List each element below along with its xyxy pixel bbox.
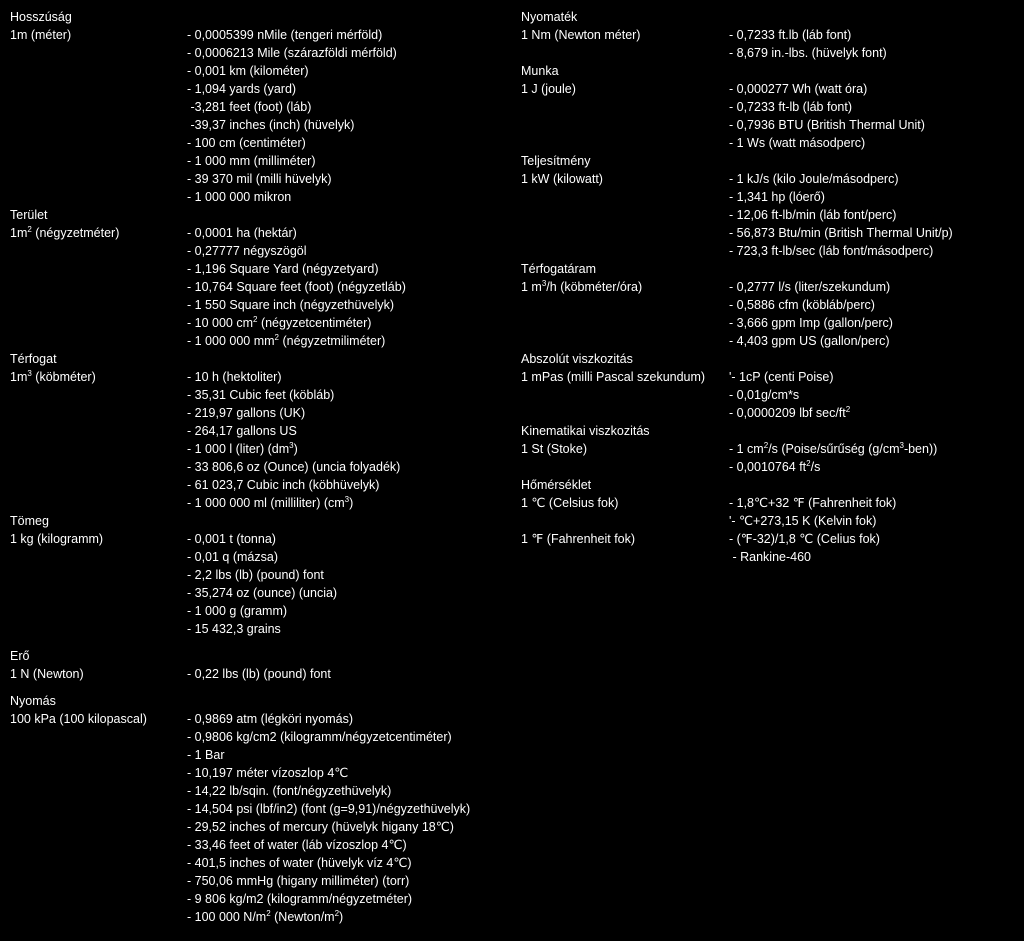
conversion-value: - Rankine-460 [729,550,811,564]
conversion-row [10,836,510,854]
conversion-row [521,44,1021,62]
conversion-row [521,26,1021,44]
conversion-row [521,332,1021,350]
unit-label [10,44,187,62]
unit-label [10,620,187,638]
section-title: Kinematikai viszkozitás [521,424,650,438]
conversion-row [10,332,510,350]
unit-label [521,458,729,476]
conversion-value: - 1 000 000 ml (milliliter) $(cm^3)$ [187,494,354,510]
conversion-row [10,548,510,566]
conversion-value: - 0,5886 cfm (köbláb/perc) [729,298,875,312]
unit-label [10,584,187,602]
conversion-row [10,98,510,116]
unit-label [10,764,187,782]
conversion-value: - 0,01g/cm*s [729,388,800,402]
conversion-value: - 3,666 gpm Imp (gallon/perc) [729,316,893,330]
conversion-row [521,530,1021,548]
conversion-value: - 61 023,7 Cubic inch (köbhüvelyk) [187,478,380,492]
unit-label: 1 ℃ (Celsius fok) [521,496,619,510]
conversion-row [521,512,1021,530]
conversion-value: - 35,274 oz (ounce) (uncia) [187,586,338,600]
conversion-value: - 10,764 Square feet (foot) (négyzetláb) [187,280,406,294]
conversion-row [10,26,510,44]
section-title: Munka [521,64,559,78]
conversion-value: - 1 kJ/s (kilo Joule/másodperc) [729,172,899,186]
conversion-value: - 0,22 lbs (lb) (pound) font [187,667,331,681]
conversion-row [10,134,510,152]
unit-label [10,458,187,476]
unit-label: 1m (méter) [10,28,72,42]
conversion-value: - 9 806 kg/m2 (kilogramm/négyzetméter) [187,892,413,906]
conversion-value: - 723,3 ft-lb/sec (láb font/másodperc) [729,244,934,258]
unit-label: $1m^2$ (négyzetméter) [10,224,120,240]
conversion-row [521,296,1021,314]
conversion-row [10,746,510,764]
conversion-value: - 750,06 mmHg (higany milliméter) (torr) [187,874,410,888]
unit-label [521,188,729,206]
unit-label [10,908,187,926]
conversion-row [10,368,510,386]
conversion-value: - 15 432,3 grains [187,622,281,636]
conversion-row [10,494,510,512]
conversion-value: - 12,06 ft-lb/min (láb font/perc) [729,208,897,222]
section-title: Nyomaték [521,10,578,24]
conversion-row [10,620,510,638]
section-5 [521,350,1021,422]
unit-label [521,116,729,134]
section-2 [10,206,510,350]
conversion-value: - 0,0006213 Mile (szárazföldi mérföld) [187,46,397,60]
conversion-row [10,44,510,62]
unit-label [521,44,729,62]
section-4 [10,512,510,638]
conversion-value: - 1 000 000 $mm^2$ (négyzetmiliméter) [187,332,386,348]
unit-label: 1 kg (kilogramm) [10,532,104,546]
unit-label [521,242,729,260]
conversion-row [10,260,510,278]
conversion-value: - 0,7233 ft.lb (láb font) [729,28,852,42]
unit-label [521,386,729,404]
unit-label [10,278,187,296]
conversion-row [10,188,510,206]
unit-label [10,62,187,80]
unit-label [10,188,187,206]
unit-label [10,296,187,314]
section-title: Erő [10,649,30,663]
conversion-value: - 14,504 psi (lbf/in2) (font (g=9,91)/négyzethüvelyk) [187,802,471,816]
conversion-row [10,710,510,728]
section-3 [10,350,510,512]
section-1 [521,8,1021,62]
unit-label [10,260,187,278]
conversion-row [10,62,510,80]
unit-label: $1m^3$ (köbméter) [10,368,96,384]
conversion-value: - 0,000277 Wh (watt óra) [729,82,868,96]
conversion-row [521,188,1021,206]
conversion-value: - 10 h (hektoliter) [187,370,282,384]
unit-label [10,872,187,890]
unit-label [521,206,729,224]
conversion-value: - 29,52 inches of mercury (hüvelyk higany 18℃) [187,820,454,834]
section-7 [521,476,1021,566]
conversion-row [10,152,510,170]
section-title: Tömeg [10,514,49,528]
conversion-row [10,296,510,314]
conversion-value: - 0,27777 négyszögöl [187,244,307,258]
conversion-value: - 8,679 in.-lbs. (hüvelyk font) [729,46,887,60]
section-title: Terület [10,208,48,222]
conversion-value: - 1,196 Square Yard (négyzetyard) [187,262,379,276]
unit-label [521,512,729,530]
conversion-value: - 0,01 q (mázsa) [187,550,279,564]
unit-label [521,314,729,332]
unit-label [10,422,187,440]
conversion-value: - 0,7936 BTU (British Thermal Unit) [729,118,925,132]
conversion-row [10,566,510,584]
section-3 [521,152,1021,260]
conversion-row [521,440,1021,458]
conversion-value: - 1 000 l (liter) $(dm^3)$ [187,440,298,456]
conversion-row [521,386,1021,404]
conversion-row [521,404,1021,422]
unit-label: 1 kW (kilowatt) [521,172,603,186]
conversion-row [10,116,510,134]
conversion-value: - 1 Ws (watt másodperc) [729,136,866,150]
conversion-value: -3,281 feet (foot) (láb) [187,100,312,114]
unit-label: 1 St (Stoke) [521,442,587,456]
conversion-row [521,314,1021,332]
conversion-row [521,494,1021,512]
conversion-row [10,224,510,242]
unit-label [521,332,729,350]
unit-label [521,296,729,314]
conversion-row [10,80,510,98]
conversion-value: - 219,97 gallons (UK) [187,406,306,420]
conversion-row [10,782,510,800]
conversion-row [10,242,510,260]
unit-label [521,404,729,422]
section-2 [521,62,1021,152]
conversion-row [10,764,510,782]
conversion-row [10,278,510,296]
conversion-row [10,170,510,188]
conversion-value: - 35,31 Cubic feet (köbláb) [187,388,335,402]
conversion-row [10,818,510,836]
conversion-value: - 1 550 Square inch (négyzethüvelyk) [187,298,395,312]
conversion-value: - 0,9806 kg/cm2 (kilogramm/négyzetcentiméter) [187,730,452,744]
unit-label [10,602,187,620]
unit-label [10,836,187,854]
conversion-row [521,278,1021,296]
unit-label: 1 Nm (Newton méter) [521,28,641,42]
unit-label [10,80,187,98]
unit-label [10,782,187,800]
unit-label [10,134,187,152]
conversion-row [521,242,1021,260]
unit-label: 1 J (joule) [521,82,576,96]
conversion-row [10,404,510,422]
conversion-row [521,116,1021,134]
unit-label [10,98,187,116]
unit-label [10,314,187,332]
conversion-row [10,872,510,890]
section-6 [10,692,510,926]
conversion-row [10,728,510,746]
conversion-value: - 0,9869 atm (légköri nyomás) [187,712,354,726]
conversion-row [521,80,1021,98]
unit-label: 1 N (Newton) [10,667,84,681]
unit-label [10,746,187,764]
section-4 [521,260,1021,350]
unit-label [10,854,187,872]
right-column [521,8,1021,566]
unit-label [521,224,729,242]
unit-label: 1 ℉ (Fahrenheit fok) [521,532,636,546]
conversion-row [10,530,510,548]
conversion-value: - 0,001 km (kilométer) [187,64,309,78]
section-1 [10,8,510,206]
conversion-value: - 1 Bar [187,748,225,762]
conversion-value: - 264,17 gallons US [187,424,297,438]
conversion-value: - 0,0005399 nMile (tengeri mérföld) [187,28,383,42]
conversion-row [10,422,510,440]
unit-label [10,440,187,458]
section-title: Abszolút viszkozitás [521,352,633,366]
unit-label [10,890,187,908]
conversion-value: - 0,0000209 lbf $\sec/ft^2$ [729,404,851,420]
conversion-value: - 1 000 g (gramm) [187,604,288,618]
section-title: Térfogat [10,352,57,366]
conversion-row [521,368,1021,386]
unit-label: 1 mPas (milli Pascal szekundum) [521,370,706,384]
unit-label [10,404,187,422]
unit-label [10,476,187,494]
conversion-value: - 56,873 Btu/min (British Thermal Unit/p) [729,226,953,240]
section-title: Teljesítmény [521,154,591,168]
unit-label [10,116,187,134]
conversion-row [10,440,510,458]
section-title: Hőmérséklet [521,478,592,492]
unit-label [10,170,187,188]
conversion-row [10,584,510,602]
conversion-value: - 1 000 000 mikron [187,190,292,204]
unit-label: 100 kPa (100 kilopascal) [10,712,147,726]
conversion-row [521,170,1021,188]
unit-label [521,98,729,116]
conversion-value: '- 1cP (centi Poise) [729,370,834,384]
conversion-value: - 0,0010764 $ft^2/s$ [729,458,821,474]
section-title: Nyomás [10,694,56,708]
unit-label [10,332,187,350]
conversion-value: - 10,197 méter vízoszlop 4℃ [187,766,349,780]
conversion-row [10,602,510,620]
unit-label [10,800,187,818]
conversion-row [521,98,1021,116]
conversion-value: - 0,7233 ft-lb (láb font) [729,100,852,114]
conversion-value: - 39 370 mil (milli hüvelyk) [187,172,332,186]
left-column [10,8,510,926]
conversion-row [10,314,510,332]
section-title: Térfogatáram [521,262,597,276]
conversion-value: - 14,22 lb/sqin. (font/négyzethüvelyk) [187,784,392,798]
conversion-row [10,476,510,494]
conversion-row [10,386,510,404]
unit-label [10,548,187,566]
unit-label [10,386,187,404]
conversion-value: - 100 000 $N/m^2$ $(Newton/m^2)$ [187,908,344,924]
unit-label [10,818,187,836]
unit-label: 1 $m^3/h$ (köbméter/óra) [521,278,643,294]
conversion-value: - 1,8℃+32 ℉ (Fahrenheit fok) [729,496,897,510]
conversion-row [10,890,510,908]
unit-label [10,242,187,260]
unit-label [10,728,187,746]
conversion-value: - (℉-32)/1,8 ℃ (Celius fok) [729,532,880,546]
conversion-value: - 1 $cm^2/s$ (Poise/sűrűség $(g/cm^3-ben)$) [729,440,938,456]
conversion-row [521,134,1021,152]
unit-label [10,494,187,512]
conversion-row [521,458,1021,476]
conversion-value: - 2,2 lbs (lb) (pound) font [187,568,324,582]
conversion-value: - 1 000 mm (milliméter) [187,154,316,168]
conversion-value: - 10 000 $cm^2$ (négyzetcentiméter) [187,314,372,330]
conversion-row [10,908,510,926]
conversion-value: - 100 cm (centiméter) [187,136,306,150]
conversion-value: - 4,403 gpm US (gallon/perc) [729,334,890,348]
unit-label [521,134,729,152]
conversion-row [10,800,510,818]
conversion-value: - 401,5 inches of water (hüvelyk víz 4℃) [187,856,412,870]
conversion-row [10,458,510,476]
conversion-value: - 1,341 hp (lóerő) [729,190,825,204]
unit-label [10,566,187,584]
conversion-row [521,548,1021,566]
conversion-value: - 33,46 feet of water (láb vízoszlop 4℃) [187,838,407,852]
conversion-value: - 1,094 yards (yard) [187,82,297,96]
unit-label [521,548,729,566]
conversion-value: - 33 806,6 oz (Ounce) (uncia folyadék) [187,460,401,474]
section-title: Hosszúság [10,10,72,24]
section-5 [10,647,510,683]
conversion-value: -39,37 inches (inch) (hüvelyk) [187,118,355,132]
conversion-row [10,854,510,872]
conversion-value: - 0,001 t (tonna) [187,532,276,546]
conversion-value: - 0,0001 ha (hektár) [187,226,297,240]
section-6 [521,422,1021,476]
conversion-row [521,224,1021,242]
conversion-value: '- ℃+273,15 K (Kelvin fok) [729,514,877,528]
conversion-value: - 0,2777 l/s (liter/szekundum) [729,280,891,294]
conversion-row [521,206,1021,224]
unit-label [10,152,187,170]
conversion-row [10,665,510,683]
